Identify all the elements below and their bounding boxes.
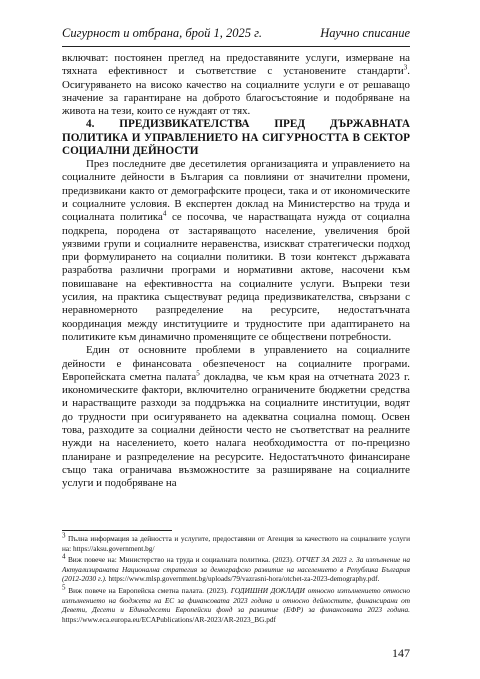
section-heading-4: 4. ПРЕДИЗВИКАТЕЛСТВА ПРЕД ДЪРЖАВНАТА ПОЛИТИКА И УПРАВЛЕНИЕТО НА СИГУРНОСТТА В СЕКТОР СОЦИАЛНИ ДЕЙНОСТИ [62,118,410,157]
footnotes [62,531,411,626]
header-rule [62,46,410,47]
footnote-separator [62,530,172,531]
footnote-4: $^4$ Виж повече на: Министерство на труда и социалната политика. (2023). ОТЧЕТ ЗА 2023 г. За изпълнение на Актуализираната Национална стратегия за демографско развитие на населението в Република България (2012-2030 г.). https://www.mlsp.government.bg/uploads/79/vazrasni-hora/otchet-za-2023-demography.pdf. [62,552,411,584]
footnote-ref-4[interactable]: 4 [162,209,167,218]
journal-type: Научно списание [320,26,410,40]
footnote-5: $^5$ Виж повече на Европейска сметна палата. (2023). ГОДИШНИ ДОКЛАДИ относно изпълнението относно изпълнението на бюджета на ЕС за финансовата 2023 година и относно дейностите, финансирани от Девети, Десети и Единадесети Европейски фонд за развитие (ЕФР) за финансовата 2023 година. https://www.eca.europa.eu/ECAPublications/AR-2023/AR-2023_BG.pdf [62,583,410,624]
footnote-4-link[interactable]: https://www.mlsp.government.bg/uploads/79/vazrasni-hora/otchet-za-2023-demography.pdf. [106,574,380,584]
footnote-3: $^3$ Пълна информация за дейността и услугите, предоставяни от Агенция за качеството на социалните услуги на: https://aksu.government.bg/ [62,531,410,553]
page-number: 147 [392,646,410,660]
paragraph-3: Един от основните проблеми в управлението на социалните дейности е финансовата обезпеченост на социалните програми. Европейската сметна палата$^5$ докладва, че към края на отчетната 2023 г. икономическите фактори, включително ограничените бюджетни средства и нарастващите разходи за поддръжка на социалните институции, водят до трудности при осигуряването на адекватна социална помощ. Освен това, разходите за социални дейности често не съответстват на реалните нужди на населението, което налага необходимостта от по-прецизно планиране и разпределение на ресурсите. Недостатъчното финансиране също така ограничава възможностите за разширяване на социалните услуги и подобряване на [62,344,410,490]
journal-title: Сигурност и отбрана, брой 1, 2025 г. [62,26,263,40]
running-header [62,26,410,46]
footnote-ref-5[interactable]: 5 [196,369,200,378]
main-text [62,52,410,491]
footnote-5-link[interactable]: https://www.eca.europa.eu/ECAPublications/AR-2023/AR-2023_BG.pdf [62,614,276,624]
footnote-ref-3[interactable]: 3 [403,63,408,72]
paragraph-1: включват: постоянен преглед на предоставяните услуги, измерване на тяхната ефективност и съответствие с установените стандарти$^3$. Осигуряването на високо качество на социалните услуги е от решаващо значение за гарантиране на доброто благосъстояние и подобряване на живота на тези, които се нуждаят от тях. [62,52,410,118]
paragraph-2: През последните две десетилетия организацията и управлението на социалните дейности в България са повлияни от значителни промени, предизвикани както от демографските процеси, така и от икономическите и социалните условия. В експертен доклад на Министерство на труда и социалната политика$^4$ се посочва, че нарастващата нужда от социална подкрепа, породена от застаряващото население, увеличения брой уязвими групи и социалните неравенства, изискват стратегически подход при формулирането на социални политики. В този контекст държавата разработва различни програми и нормативни актове, насочени към повишаване на ефективността на социалните услуги. Въпреки тези усилия, на практика съществуват редица предизвикателства, свързани с неравномерното разпределение на ресурсите, недостатъчната координация между институциите и трудностите при адаптирането на политиките към динамично променящите се обществени потребности. [62,158,411,343]
